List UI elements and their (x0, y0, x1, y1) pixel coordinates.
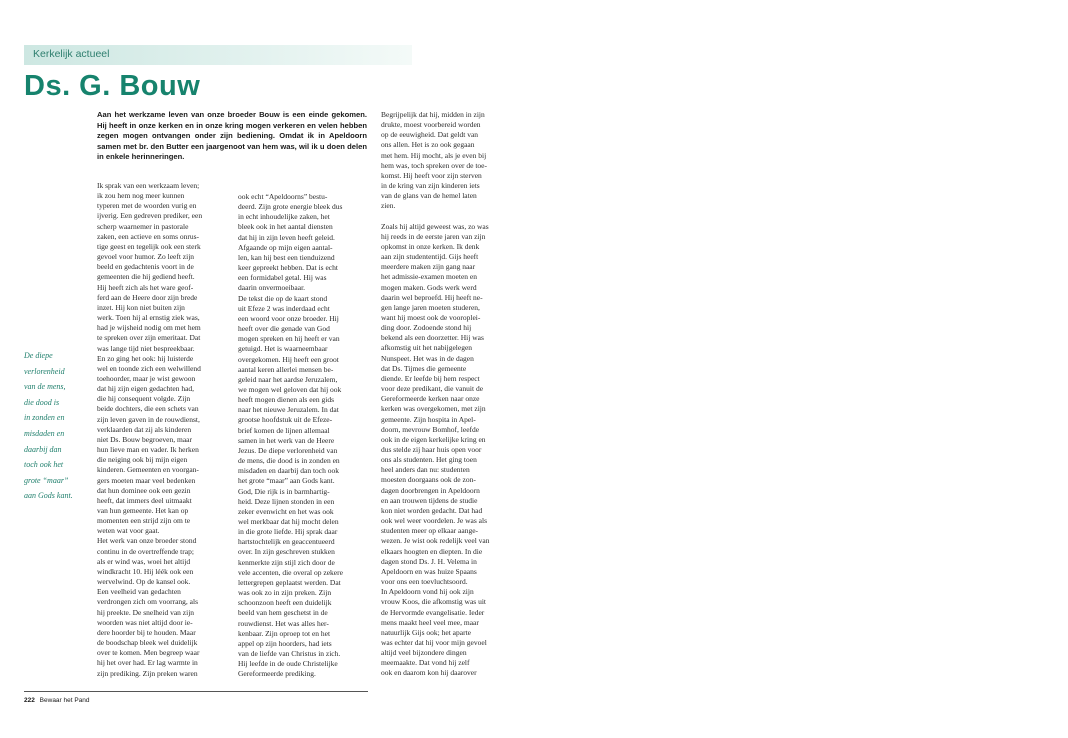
body-text: ook echt “Apeldoorns” bestu- deerd. Zijn grote energie bleek dus in echt inhoudelijke zaken, het bleek ook in het aantal diensten dat hij in zijn leven heeft geleid. Afgaande op mijn eigen aantal- len, kan hij best een tienduizend keer gepreekt hebben. Dat is echt een formidabel getal. Hij was daarin onvermoeibaar. De tekst die op de kaart stond uit Efeze 2 was inderdaad echt een woord voor onze broeder. Hij heeft over die genade van God mogen spreken en hij heeft er van getuigd. Het is waarneembaar overgekomen. Hij heeft een groot aantal keren allerlei mensen be- geleid naar het aardse Jeruzalem, we mogen wel geloven dat hij ook heeft mogen dienen als een gids naar het nieuwe Jeruzalem. In dat grootse hoofdstuk uit de Efeze- brief komen de lijnen allemaal samen in het werk van de Heere Jezus. De diepe verlorenheid van de mens, die dood is in zonden en misdaden en daarbij dan toch ook het grote “maar” aan Gods kant. God, Die rijk is in barmhartig- heid. Deze lijnen stonden in een zeker evenwicht en het was ook wel merkbaar dat hij mocht delen in die grote liefde. Hij sprak daar hartstochtelijk en geaccentueerd over. In zijn geschreven stukken kenmerkte zijn stijl zich door de vele accenten, die overal op zekere lettergrepen geplaatst werden. Dat was ook zo in zijn preken. Zijn schoonzoon heeft een duidelijk beeld van hem geschetst in de rouwdienst. Het was alles her- kenbaar. Zijn oproep tot en het appel op zijn hoorders, had iets van de liefde van Christus in zich. Hij leefde in de oude Christelijke Gereformeerde prediking. (238, 192, 343, 679)
text-column-3 (381, 110, 511, 679)
body-text: Zoals hij altijd geweest was, zo was hij reeds in de eerste jaren van zijn opkomst in onze kerken. Ik denk aan zijn studententijd. Gijs heeft meerdere maken zijn gang naar het admissie-examen moeten en mogen maken. Gods werk werd daarin wel beproefd. Hij heeft ne- gen lange jaren moeten studeren, want hij moest ook de vooroplei- ding door. Zodoende stond hij bekend als een doorzetter. Hij was afkomstig uit het nabijgelegen Nunspeet. Het was in de dagen dat Ds. Tijmes die gemeente diende. Er leefde bij hem respect voor deze predikant, die vanuit de Gereformeerde kerken naar onze kerken was overgekomen, met zijn gemeente. Zijn hospita in Apel- doorn, mevrouw Bomhof, leefde ook in de eigen kerkelijke kring en dus stelde zij haar huis open voor ons als studenten. Het ging toen heel anders dan nu: studenten moesten doorgaans ook de zon- dagen doorbrengen in Apeldoorn en aan trouwen tijdens de studie kon niet worden gedacht. Dat had ook wel weer voordelen. Je was als studenten meer op elkaar aange- wezen. Je wist ook redelijk veel van elkaars hoogten en diepten. In die dagen stond Ds. J. H. Velema in Apeldoorn en was huize Spaans voor ons een toevluchtsoord. In Apeldoorn vond hij ook zijn vrouw Koos, die afkomstig was uit de Hervormde evangelisatie. Ieder mens maakt heel veel mee, maar natuurlijk Gijs ook; het aparte was echter dat hij voor mijn gevoel altijd veel bijzondere dingen meemaakte. Dat vond hij zelf ook en daarom kon hij daarover (381, 221, 490, 678)
page-number: 222 (24, 697, 35, 704)
footer-divider (24, 691, 368, 692)
section-label: Kerkelijk actueel (33, 48, 110, 60)
text-column-1 (97, 181, 229, 679)
body-text: Begrijpelijk dat hij, midden in zijn drukte, moest voorbereid worden op de eeuwigheid. Dat geldt van ons allen. Het is zo ook gegaan met hem. Hij mocht, als je even bij hem was, toch spreken over de toe- komst. Hij heeft voor zijn sterven in de kring van zijn kinderen iets van de glans van de hemel laten zien. (381, 110, 488, 211)
page-title: Ds. G. Bouw (24, 70, 201, 102)
intro-paragraph: Aan het werkzame leven van onze broeder Bouw is een einde gekomen. Hij heeft in onze kerken en in onze kring mogen verkeren en velen hebben zegen mogen ontvangen onder zijn bediening. Omdat ik in Apeldoorn samen met br. den Butter een jaargenoot van hem was, wil ik u doen delen in enkele herinneringen. (97, 110, 367, 161)
pull-quote: De diepe verlorenheid van de mens, die dood is in zonden en misdaden en daarbij dan toch ook het grote “maar” aan Gods kant. (24, 351, 73, 501)
publication-name: Bewaar het Pand (39, 697, 90, 704)
text-column-2 (238, 192, 368, 680)
page-footer (24, 697, 90, 704)
body-text: Ik sprak van een werkzaam leven; ik zou hem nog meer kunnen typeren met de woorden vurig en ijverig. Een gedreven prediker, een scherp waarnemer in pastorale zaken, een actieve en soms onrus- tige geest en tegelijk ook een sterk gevoel voor humor. Zo leeft zijn beeld en gedachtenis voort in de gemeenten die hij gediend heeft. Hij heeft zich als het ware geof- ferd aan de Heere door zijn brede inzet. Hij kon niet buiten zijn werk. Toen hij al ernstig ziek was, had je wijsheid nodig om met hem te spreken over zijn emeritaat. Dat was lange tijd niet bespreekbaar. En zo ging het ook: hij luisterde wel en toonde zich een welwillend toehoorder, maar je wist gewoon dat hij zijn eigen gedachten had, die hij consequent volgde. Zijn beide dochters, die een schets van zijn leven gaven in de rouwdienst, verklaarden dat zij als kinderen niet Ds. Bouw begroeven, maar hun lieve man en vader. Ik herken die neiging ook bij mijn eigen kinderen. Gemeenten en voorgan- gers moeten maar veel bedenken dat hun dominee ook een gezin heeft, dat immers deel uitmaakt van hun gemeente. Het kan op momenten een strijd zijn om te weten wat voor gaat. Het werk van onze broeder stond continu in de overtreffende trap; als er wind was, woei het altijd windkracht 10. Hij léék ook een wervelwind. Op de kansel ook. Een veelheid van gedachten verdrongen zich om voorrang, als hij preekte. De snelheid van zijn woorden was niet altijd door ie- dere hoorder bij te houden. Maar de boodschap bleek wel duidelijk over te komen. Men begreep waar hij het over had. Er lag warmte in zijn prediking. Zijn preken waren (97, 181, 203, 678)
